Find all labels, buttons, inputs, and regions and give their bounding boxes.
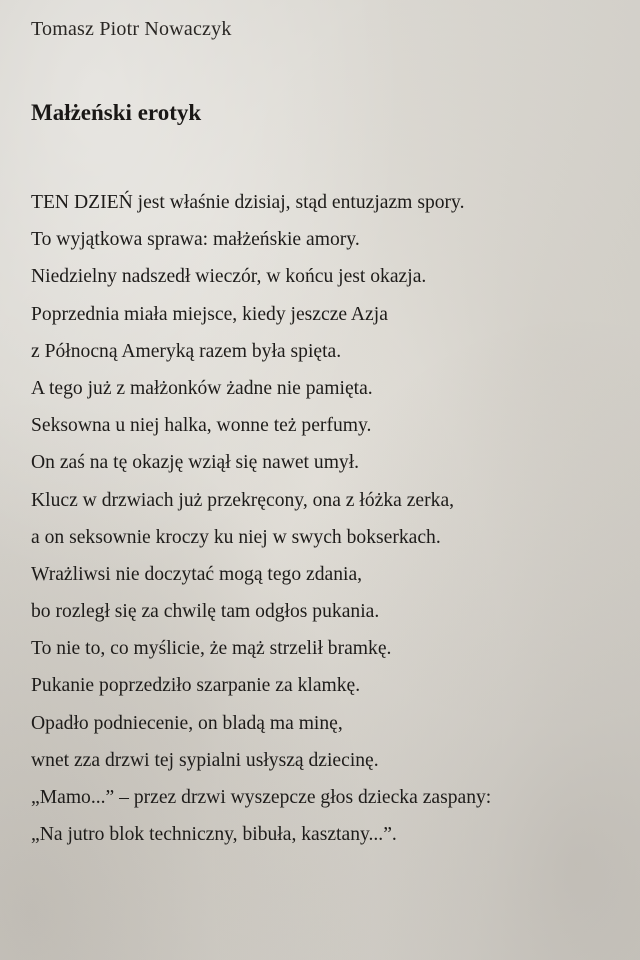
poem-line: Opadło podniecenie, on bladą ma minę, xyxy=(31,712,343,734)
poem-line: z Północną Ameryką razem była spięta. xyxy=(31,340,342,362)
poem-line: Wrażliwsi nie doczytać mogą tego zdania, xyxy=(31,563,363,585)
poem-line: TEN DZIEŃ jest właśnie dzisiaj, stąd entuzjazm spory. xyxy=(31,192,465,213)
poem-title: Małżeński erotyk xyxy=(31,100,202,125)
poem-line: A tego już z małżonków żadne nie pamięta. xyxy=(31,377,373,399)
poem-line: a on seksownie kroczy ku niej w swych bokserkach. xyxy=(31,526,441,548)
poem-line: wnet zza drzwi tej sypialni usłyszą dziecinę. xyxy=(31,749,379,771)
poem-line: Poprzednia miała miejsce, kiedy jeszcze Azja xyxy=(31,303,388,325)
poem-line: „Na jutro blok techniczny, bibuła, kasztany...”. xyxy=(31,824,397,846)
poem-line: bo rozległ się za chwilę tam odgłos pukania. xyxy=(31,601,380,623)
author-name: Tomasz Piotr Nowaczyk xyxy=(31,18,232,40)
poem-line: Klucz w drzwiach już przekręcony, ona z łóżka zerka, xyxy=(31,489,455,511)
poem-line: Pukanie poprzedziło szarpanie za klamkę. xyxy=(31,675,361,697)
poem-line: Niedzielny nadszedł wieczór, w końcu jest okazja. xyxy=(31,266,427,288)
poem-body xyxy=(31,184,491,853)
poem-line: To nie to, co myślicie, że mąż strzelił bramkę. xyxy=(31,638,392,660)
poem-line: Seksowna u niej halka, wonne też perfumy. xyxy=(31,415,372,437)
poem-line: To wyjątkowa sprawa: małżeńskie amory. xyxy=(31,229,360,251)
poem-line: „Mamo...” – przez drzwi wyszepcze głos dziecka zaspany: xyxy=(31,787,492,808)
poem-line: On zaś na tę okazję wziął się nawet umył. xyxy=(31,452,360,474)
